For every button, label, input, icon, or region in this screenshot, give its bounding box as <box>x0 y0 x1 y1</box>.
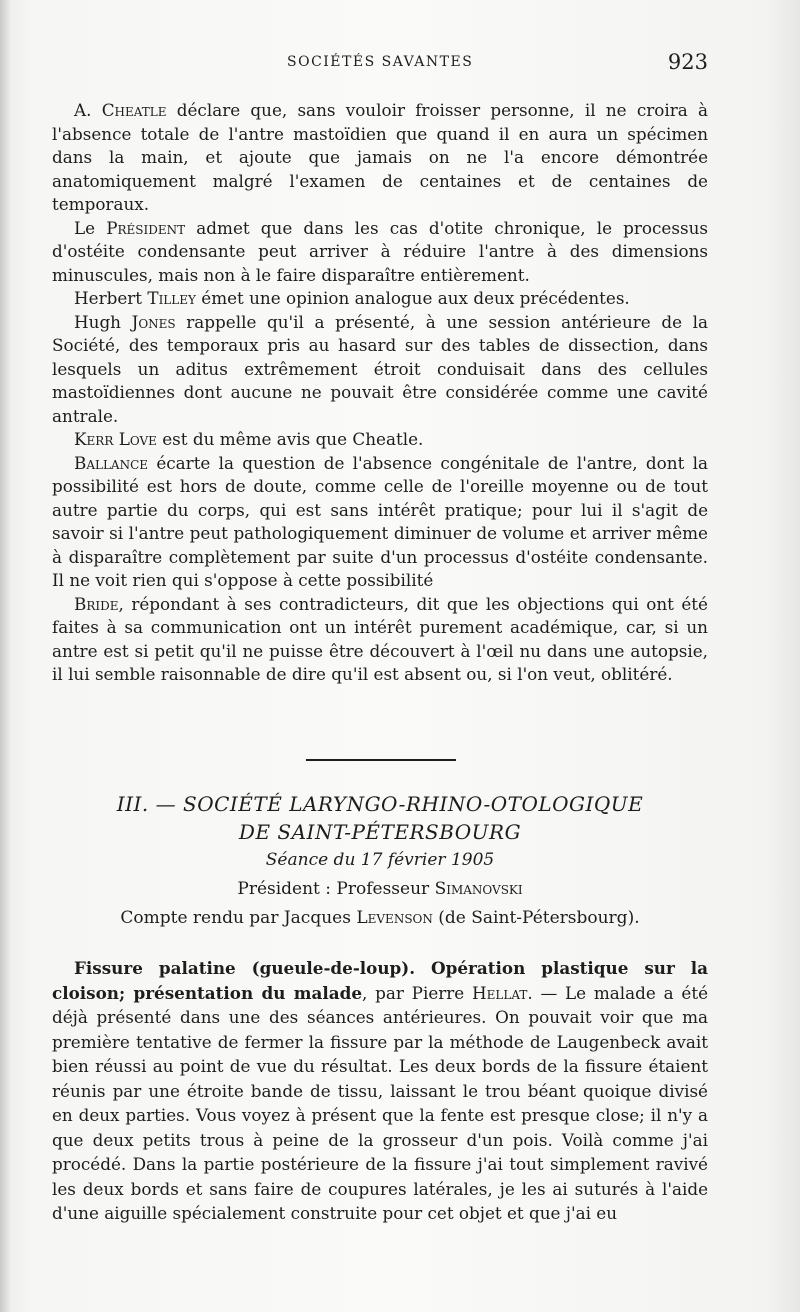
paragraph-jones: Hugh Jones rappelle qu'il a présenté, à une session antérieure de la Société, des temporaux pris au hasard sur des tables de dissection, dans lesquels un aditus extrêmement étroit conduisait dans des cellules mastoïdiennes dont aucune ne pouvait être considérée comme une cavité antrale. <box>52 311 709 426</box>
paragraph-ballance: Ballance écarte la question de l'absence congénitale de l'antre, dont la possibilité est hors de doute, comme celle de l'oreille moyenne ou de tout autre partie du corps, qui est sans intérêt pratique; pour lui il s'agit de savoir si l'antre peut pathologiquement diminuer de volume et arriver même à disparaître complètement par suite d'un processus d'ostéite condensante. Il ne voit rien qui s'oppose à cette possibilité <box>52 452 708 590</box>
report-author: Hellat <box>472 982 528 1003</box>
report-section <box>52 956 708 1226</box>
paragraph-bride: Bride, répondant à ses contradicteurs, dit que les objections qui ont été faites à sa communication ont un intérêt purement académique, car, si un antre est si petit qu'il ne puisse être découvert à l'œil nu dans une autopsie, il lui semble raisonnable de dire qu'il est absent ou, si l'on veut, oblitéré. <box>52 593 708 684</box>
page-spine-shadow <box>0 0 10 1312</box>
page-header <box>52 50 708 80</box>
paragraph-cheatle: A. Cheatle déclare que, sans vouloir froisser personne, il ne croira à l'absence totale de l'antre mastoïdien que quand il en aura un spécimen dans la main, et ajoute que jamais on ne l'a encore démontrée anatomiquement malgré l'examen de centaines et de centaines de temporaux. <box>52 100 708 214</box>
report-credit: Compte rendu par Jacques Levenson (de Saint-Pétersbourg). <box>120 908 640 928</box>
paragraph-kerr-love: Kerr Love est du même avis que Cheatle. <box>74 429 424 449</box>
society-city: DE SAINT-PÉTERSBOURG <box>238 820 522 844</box>
society-title: III. — SOCIÉTÉ LARYNGO-RHINO-OTOLOGIQUE <box>116 792 644 816</box>
running-title: SOCIÉTÉS SAVANTES <box>287 54 474 70</box>
paragraph-tilley: Herbert Tilley émet une opinion analogue aux deux précédentes. <box>74 288 630 308</box>
session-date: Séance du 17 février 1905 <box>265 850 495 870</box>
president-line: Président : Professeur Simanovski <box>237 879 523 899</box>
report-paragraph: Fissure palatine (gueule-de-loup). Opération plastique sur la cloison; présentation du malade, par Pierre Hellat. — Le malade a été déjà présenté dans une des séances antérieures. On pouvait voir que ma première tentative de fermer la fissure par la méthode de Laugenbeck avait bien réussi au point de vue du résultat. Les deux bords de la fissure étaient réunis par une étroite bande de tissu, laissant le trou béant quoique divisé en deux parties. Vous voyez à présent que la fente est presque close; il n'y a que deux petits trous à peine de la grosseur d'un pois. Voilà comme j'ai procédé. Dans la partie postérieure de la fissure j'ai tout simplement ravivé les deux bords et sans faire de coupures latérales, je les ai suturés à l'aide d'une aiguille spécialement construite pour cet objet et que j'ai eu <box>52 958 709 1223</box>
report-title: Fissure palatine (gueule-de-loup). Opération plastique sur la cloison; présentation du malade <box>52 958 708 1003</box>
discussion-section <box>52 99 708 687</box>
page-number: 923 <box>667 50 708 74</box>
section-divider <box>306 759 456 761</box>
paragraph-president: Le Président admet que dans les cas d'otite chronique, le processus d'ostéite condensante peut arriver à réduire l'antre à des dimensions minuscules, mais non à le faire disparaître entièrement. <box>52 217 708 285</box>
